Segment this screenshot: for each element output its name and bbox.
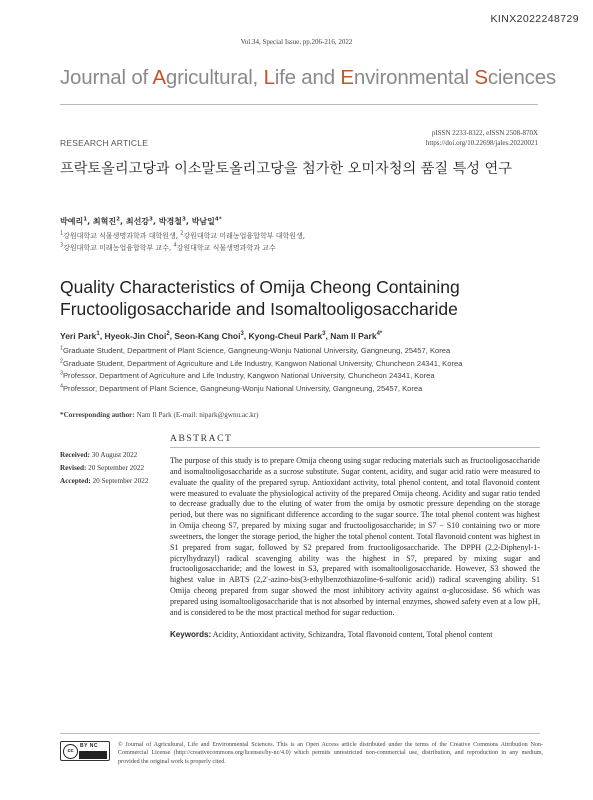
affiliation-sup: 1 <box>60 345 63 352</box>
date-label: Accepted: <box>60 477 91 485</box>
journal-part: ife and <box>274 66 341 89</box>
affiliation-sup: 2 <box>180 230 184 237</box>
korean-title: 프락토올리고당과 이소말토올리고당을 첨가한 오미자청의 품질 특성 연구 <box>60 161 512 177</box>
badge-bar <box>79 751 107 759</box>
date-value: 30 August 2022 <box>89 451 138 459</box>
date-accepted <box>60 475 148 488</box>
author-name: 최혁진 <box>92 217 117 226</box>
korean-affiliations <box>60 231 540 254</box>
journal-part: gricultural, <box>165 66 264 89</box>
affiliation-line <box>60 383 550 396</box>
date-value: 20 September 2022 <box>86 464 145 472</box>
affiliation-text: 강원대학교 미래농업융합학부 교수, <box>63 243 174 252</box>
volume-info: Vol.34, Special Issue, pp.206-216, 2022 <box>240 38 353 46</box>
affiliation-text: 강원대학교 식물생명과학과 교수 <box>176 243 276 252</box>
author-name: 박경철 <box>158 217 182 226</box>
article-type: RESEARCH ARTICLE <box>60 138 149 148</box>
author-sup: 3 <box>322 331 326 338</box>
author-name: Kyong-Cheul Park <box>248 331 323 341</box>
journal-part-accent: E <box>340 66 354 89</box>
author-sup: 3 <box>149 216 153 223</box>
affiliation-sup: 1 <box>60 230 64 237</box>
journal-part: Journal of <box>60 66 153 89</box>
issn: pISSN 2233-8322, eISSN 2508-870X <box>431 129 538 137</box>
author-sup: 4* <box>214 216 222 223</box>
author-name: Nam Il Park <box>330 331 377 341</box>
date-revised <box>60 462 148 475</box>
author-sup: 3 <box>240 331 244 338</box>
author-sup: 3 <box>181 216 186 223</box>
english-affiliations <box>60 345 550 396</box>
kinx-id: KINX2022248729 <box>490 13 579 25</box>
affiliation-line <box>60 345 550 358</box>
author-sup: 2 <box>116 216 121 223</box>
author-name: Hyeok-Jin Choi <box>104 331 167 341</box>
affiliation-sup: 3 <box>60 370 63 377</box>
keywords-text: Acidity, Antioxidant activity, Schizandra, Total flavonoid content, Total phenol content <box>211 630 493 639</box>
journal-title <box>60 66 560 90</box>
footer-divider <box>60 733 540 734</box>
journal-part-accent: S <box>474 66 488 89</box>
english-title-line: Fructooligosaccharide and Isomaltooligosaccharide <box>60 298 458 319</box>
corresponding-author <box>60 411 259 419</box>
journal-part: ciences <box>487 66 556 89</box>
affiliation-line <box>60 370 550 383</box>
author-name: 박남일 <box>191 217 215 226</box>
affiliation-text: 강원대학교 식물생명과학과 대학원생, <box>63 232 181 240</box>
issn-block <box>426 128 538 148</box>
abstract-divider <box>170 447 540 448</box>
affiliation-text: Professor, Department of Plant Science, Gangneung-Wonju National University, Gangneung, 25457, Korea <box>62 384 423 394</box>
cc-license-badge[interactable] <box>60 741 110 761</box>
author-sup: 1 <box>83 216 88 223</box>
english-authors: Yeri Park$^1$, Hyeok-Jin Choi$^2$, Seon-Kang Choi$^3$, Kyong-Cheul Park$^3$, Nam Il Park$^{4*}$ <box>60 331 383 341</box>
author-name: 박예리 <box>60 217 84 226</box>
affiliation-sup: 3 <box>60 242 64 249</box>
author-name: Yeri Park <box>60 331 97 341</box>
affiliation-sup: 4 <box>60 383 63 390</box>
author-sup: 1 <box>96 331 100 338</box>
journal-divider <box>60 104 538 105</box>
date-value: 20 September 2022 <box>90 477 149 485</box>
author-sup: 4* <box>376 331 383 338</box>
license-text: © Journal of Agricultural, Life and Environmental Sciences. This is an Open Access article distributed under the terms of the Creative Commons Attribution Non-Commercial License (http://creativecommons.org/licenses/by-nc/4.0) which permits unrestricted non-commercial use, distribution, and reproduction in any medium, provided the original work is properly cited. <box>118 742 543 765</box>
affiliation-line <box>60 358 550 371</box>
affiliation-sup: 4 <box>173 242 177 249</box>
author-name: 최선강 <box>125 217 150 226</box>
by-nc-icon: BY NC <box>80 743 98 749</box>
affiliation-sup: 2 <box>60 358 63 365</box>
doi-link[interactable]: https://doi.org/10.22698/jales.20220021 <box>425 139 538 147</box>
corresponding-text: Nam Il Park (E-mail: nipark@gwnu.ac.kr) <box>134 411 259 419</box>
journal-part: nvironmental <box>353 66 475 89</box>
author-sup: 2 <box>166 331 170 338</box>
abstract-heading: ABSTRACT <box>170 434 233 444</box>
cc-icon: cc <box>63 744 78 759</box>
keywords-label: Keywords: <box>170 630 212 639</box>
date-label: Revised: <box>60 464 87 472</box>
affiliation-line <box>60 231 540 243</box>
journal-part-accent: L <box>263 66 275 89</box>
article-dates <box>60 449 148 488</box>
affiliation-text: Professor, Department of Agriculture and Life Industry, Kangwon National University, Chuncheon 24341, Korea <box>62 371 435 381</box>
korean-authors: 박예리$^1$, 최혁진$^2$, 최선강$^3$, 박경철$^3$, 박남일$^{4*}$ <box>60 216 222 226</box>
affiliation-line <box>60 243 540 255</box>
affiliation-text: Graduate Student, Department of Plant Science, Gangneung-Wonju National University, Gangneung, 25457, Korea <box>62 346 451 355</box>
journal-part-accent: A <box>152 66 166 89</box>
english-title <box>60 277 540 320</box>
date-label: Received: <box>60 451 90 459</box>
author-name: Seon-Kang Choi <box>174 331 241 341</box>
abstract-body: The purpose of this study is to prepare Omija cheong using sugar reducing materials such as fructooligosaccharide and isomaltooligosaccharide as a sucrose substitute. Sugar content, acidity, and sugar acid ratio were measured to evaluate the quality of the prepared syrup. Antioxidant activity, total phenol content, and total flavonoid content were measured to evaluate the physiological activity of the prepared Omija cheong. Acidity and sugar ratio tended to decrease gradually due to the eluting of water from the omija by osmotic pressure depending on the storage period, but there was no significant difference according to the sugar source. The total phenol content was highest in Omija cheong S7, prepared by mixing sugar and fructooligosaccharide; in S7 − S10 containing two or more sweetners, the longer the storage period, the higher the total phenol content. Total flavonoid content was highest in S1 prepared from sugar, followed by S2 prepared from fructooligosaccharide. The DPPH (2,2-Diphenyl-1-picrylhydrazyl) radical scavenging ability was the highest in S7, prepared by mixing sugar and fructooligosaccharide; and the lowest in S3, prepared with isomaltooligosaccharide. However, S3 showed the highest value in ABTS (2,2′-azino-bis(3-ethylbenzothiazoline-6-sulfonic acid)) radical scavenging ability. S1 Omija cheong prepared from sugar showed the most inhibitory activity against α-glucosidase. S6 which was prepared using isomaltooligosaccharide that is not absorbed by internal enzymes, showed safety even at a low pH, and is considered to be the most practical method for sugar reduction. <box>170 456 540 617</box>
keywords <box>170 630 540 641</box>
affiliation-text: Graduate Student, Department of Agriculture and Life Industry, Kangwon National University, Chuncheon 24341, Korea <box>62 358 463 368</box>
date-received <box>60 449 148 462</box>
corresponding-label: *Corresponding author: <box>60 411 135 419</box>
affiliation-text: 강원대학교 미래농업융합학부 대학원생, <box>183 232 305 240</box>
english-title-line: Quality Characteristics of Omija Cheong Containing <box>60 277 460 297</box>
